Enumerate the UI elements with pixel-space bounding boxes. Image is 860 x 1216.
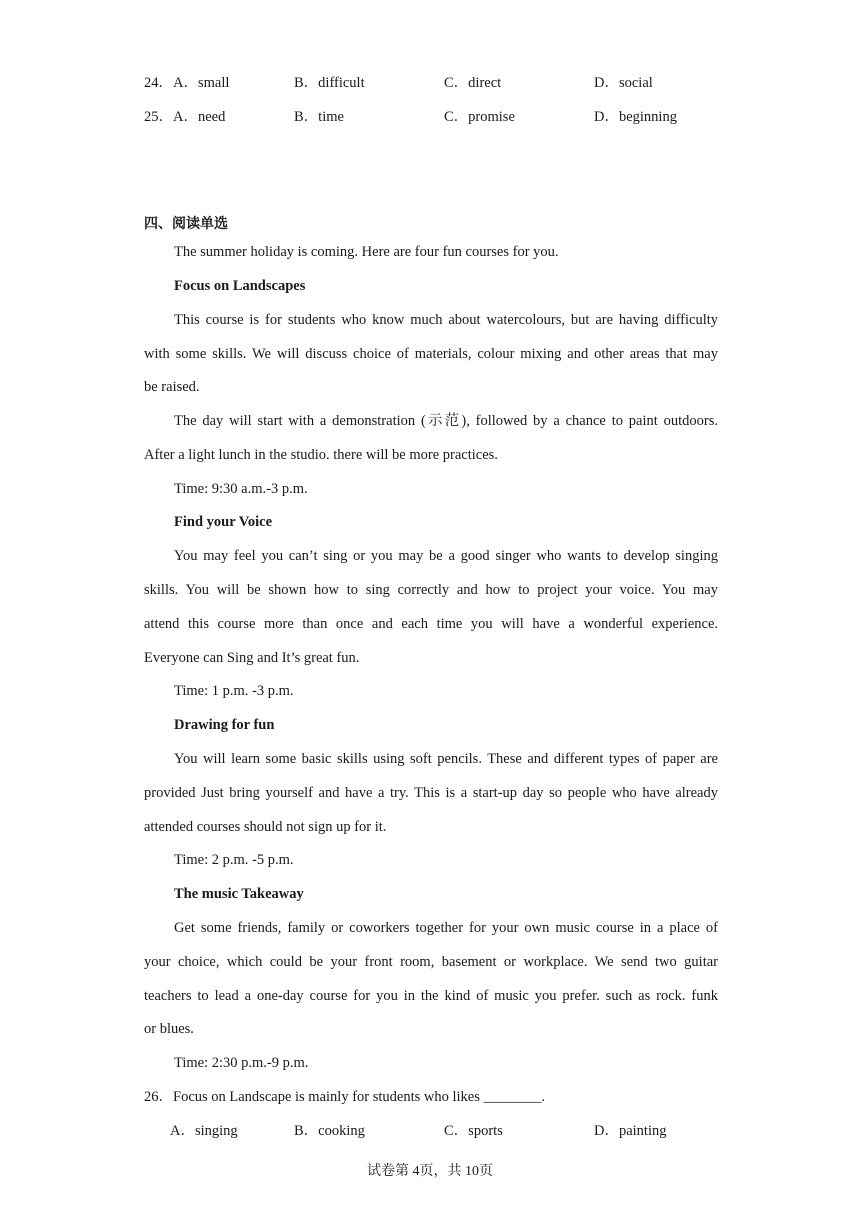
section-title: 四、阅读单选 [144, 216, 228, 232]
question-26-b: B．cooking [294, 1123, 365, 1139]
course-4-para-line-2: your choice, which could be your front room, basement or workplace. We send two guitar [144, 954, 718, 970]
course-1-time: Time: 9:30 a.m.-3 p.m. [174, 481, 308, 497]
course-1-title: Focus on Landscapes [174, 278, 306, 294]
question-26-d: D．painting [594, 1123, 667, 1139]
question-24-b: B．difficult [294, 75, 365, 91]
course-2-title: Find your Voice [174, 514, 273, 530]
course-2-para-line-2: skills. You will be shown how to sing correctly and how to project your voice. You may [144, 582, 718, 598]
course-2-para-line-1: You may feel you can’t sing or you may be a good singer who wants to develop singing [174, 548, 718, 564]
course-3-title: Drawing for fun [174, 717, 275, 733]
course-2-time: Time: 1 p.m. -3 p.m. [174, 683, 294, 699]
question-25-b: B．time [294, 109, 344, 125]
question-25-c: C．promise [444, 109, 515, 125]
course-3-para-line-2: provided Just bring yourself and have a try. This is a start-up day so people who have already [144, 785, 718, 801]
question-24-d: D．social [594, 75, 653, 91]
course-3-time: Time: 2 p.m. -5 p.m. [174, 852, 294, 868]
question-25-d: D．beginning [594, 109, 677, 125]
intro-text: The summer holiday is coming. Here are four fun courses for you. [174, 244, 559, 260]
course-4-title: The music Takeaway [174, 886, 304, 902]
question-25-a: 25．A．need [144, 109, 226, 125]
page-footer: 试卷第 4页，共 10页 [367, 1164, 493, 1179]
course-1-para-2-line-1: The day will start with a demonstration (示范), followed by a chance to paint outdoors. [174, 413, 718, 429]
course-1-para-1-line-1: This course is for students who know much about watercolours, but are having difficulty [174, 312, 718, 328]
course-2-para-line-4: Everyone can Sing and It’s great fun. [144, 650, 360, 666]
course-2-para-line-3: attend this course more than once and each time you will have a wonderful experience. [144, 616, 718, 632]
question-26-stem: 26．Focus on Landscape is mainly for students who likes ________. [144, 1089, 546, 1105]
question-26-a: A．singing [170, 1123, 238, 1139]
course-4-time: Time: 2:30 p.m.-9 p.m. [174, 1055, 309, 1071]
course-3-para-line-1: You will learn some basic skills using soft pencils. These and different types of paper are [174, 751, 718, 767]
course-1-para-1-line-3: be raised. [144, 379, 200, 395]
course-4-para-line-4: or blues. [144, 1021, 194, 1037]
question-26-c: C．sports [444, 1123, 503, 1139]
question-24-c: C．direct [444, 75, 502, 91]
course-4-para-line-1: Get some friends, family or coworkers together for your own music course in a place of [174, 920, 718, 936]
question-24-a: 24．A．small [144, 75, 230, 91]
course-4-para-line-3: teachers to lead a one-day course for you in the kind of music you prefer. such as rock. funk [144, 988, 718, 1004]
course-1-para-1-line-2: with some skills. We will discuss choice of materials, colour mixing and other areas that may [144, 346, 718, 362]
course-3-para-line-3: attended courses should not sign up for it. [144, 819, 387, 835]
course-1-para-2-line-2: After a light lunch in the studio. there will be more practices. [144, 447, 498, 463]
